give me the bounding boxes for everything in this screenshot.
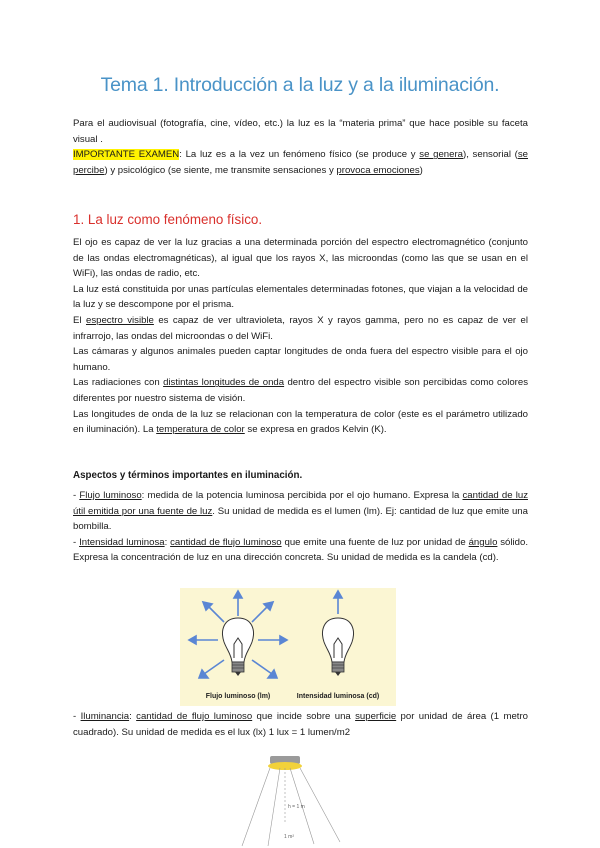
s1-p5-underline: distintas longitudes de onda <box>163 377 285 389</box>
section1-heading: 1. La luz como fenómeno físico. <box>73 212 263 227</box>
flujo-underline: cantidad de luz útil emitida por una fuente de luz <box>73 490 528 517</box>
ilum-term: Iluminancia <box>80 711 130 722</box>
flujo-a: : medida de la potencia luminosa percibida por el ojo humano. Expresa la <box>141 490 463 501</box>
s1-p5 <box>73 375 528 406</box>
intro-text <box>73 116 528 147</box>
important-underline-1: se genera <box>419 149 463 161</box>
important-text-c: ) y psicológico (se siente, me transmite sensaciones y <box>104 164 337 176</box>
fig-label-flujo: Flujo luminoso (lm) <box>205 693 271 700</box>
important-text-a: : La luz es a la vez un fenómeno físico (se produce y <box>179 149 420 161</box>
s1-p2: La luz está constituida por unas partículas elementales determinadas fotones, que viajan a la velocidad de la luz y se descompone por el prisma. <box>73 283 528 311</box>
s1-p4: Las cámaras y algunos animales pueden captar longitudes de onda fuera del espectro visible para el ojo humano. <box>73 346 528 373</box>
figure-background <box>180 588 396 706</box>
flujo-term: Flujo luminoso <box>79 490 142 501</box>
section2-body <box>73 488 528 566</box>
int-underline-1: cantidad de flujo luminoso <box>170 536 282 548</box>
s1-p6 <box>73 407 528 438</box>
int-underline-2: ángulo <box>468 536 498 548</box>
important-highlight: IMPORTANTE EXAMEN <box>73 149 180 161</box>
ilum-underline-1: cantidad de flujo luminoso <box>136 711 253 722</box>
s1-p1: El ojo es capaz de ver la luz gracias a una determinada porción del espectro electromagnético (conjunto de las ondas electromagnéticas), al igual que los rayos X, las microondas (como las que se usan en el WiFi), las ondas de radio, etc. <box>73 237 528 280</box>
page-title: Tema 1. Introducción a la luz y a la iluminación. <box>100 74 500 96</box>
important-text-d: ) <box>419 164 423 176</box>
section1-body <box>73 235 528 438</box>
important-text-b: ), sensorial ( <box>463 149 518 161</box>
s1-p3-b: es capaz de ver ultravioleta, rayos X y rayos gamma, pero no es capaz de ver el infrarrojo, las ondas del microondas o del WiFi. <box>73 314 529 342</box>
s1-p6-a: Las longitudes de onda de la luz se relacionan con la temperatura de color (este es el parámetro utilizado en iluminación). La <box>73 408 528 436</box>
ilum-underline-2: superficie <box>355 711 397 722</box>
important-underline-2: se percibe <box>73 149 528 176</box>
int-b: que emite una fuente de luz por unidad de <box>281 536 469 548</box>
important-underline-3: provoca emociones <box>336 164 420 176</box>
intro-important <box>73 147 528 178</box>
s1-p5-a: Las radiaciones con <box>73 377 164 389</box>
ilum-b: que incide sobre una <box>252 711 356 722</box>
s1-p6-b: se expresa en grados Kelvin (K). <box>244 424 387 436</box>
s1-p5-b: dentro del espectro visible son percibidas como colores diferentes por nuestro sistema de visión. <box>73 377 528 404</box>
flujo-definition <box>73 488 528 535</box>
int-a: : <box>164 536 171 548</box>
int-c: sólido. Expresa la concentración de luz en una dirección concreta. Su unidad de medida es la candela (cd). <box>73 536 528 564</box>
bulbs-figure <box>180 588 396 706</box>
s1-p3-a: El <box>73 314 86 326</box>
int-prefix: - <box>73 536 80 548</box>
fig2-height-label: h = 1 m <box>288 804 305 810</box>
s1-p3 <box>73 313 528 344</box>
fig2-area-label: 1 m² <box>284 834 294 840</box>
flujo-prefix: - <box>73 490 80 501</box>
section2-heading: Aspectos y términos importantes en iluminación. <box>73 470 303 481</box>
iluminancia-block <box>73 709 528 740</box>
ilum-a: : <box>129 711 137 722</box>
intensidad-definition <box>73 535 528 566</box>
s1-p3-underline: espectro visible <box>85 314 154 326</box>
ilum-prefix: - <box>73 711 81 722</box>
s1-p6-underline: temperatura de color <box>156 424 245 436</box>
flujo-b: . Su unidad de medida es el lumen (lm). Ej: cantidad de luz que emite una bombilla. <box>73 505 528 533</box>
intro-paragraph <box>73 116 528 178</box>
lamp-figure <box>228 754 358 848</box>
lamp-icon <box>268 756 302 770</box>
ilum-c: por unidad de área (1 metro cuadrado). Su unidad de medida es el lux (lx) 1 lux = 1 lumen/m2 <box>73 711 528 738</box>
intro-p1: Para el audiovisual (fotografía, cine, vídeo, etc.) la luz es la “materia prima” que hace posible su faceta visual . <box>73 118 528 145</box>
int-term: Intensidad luminosa <box>79 536 165 548</box>
fig-label-intensidad: Intensidad luminosa (cd) <box>296 693 380 700</box>
iluminancia-definition <box>73 709 528 740</box>
